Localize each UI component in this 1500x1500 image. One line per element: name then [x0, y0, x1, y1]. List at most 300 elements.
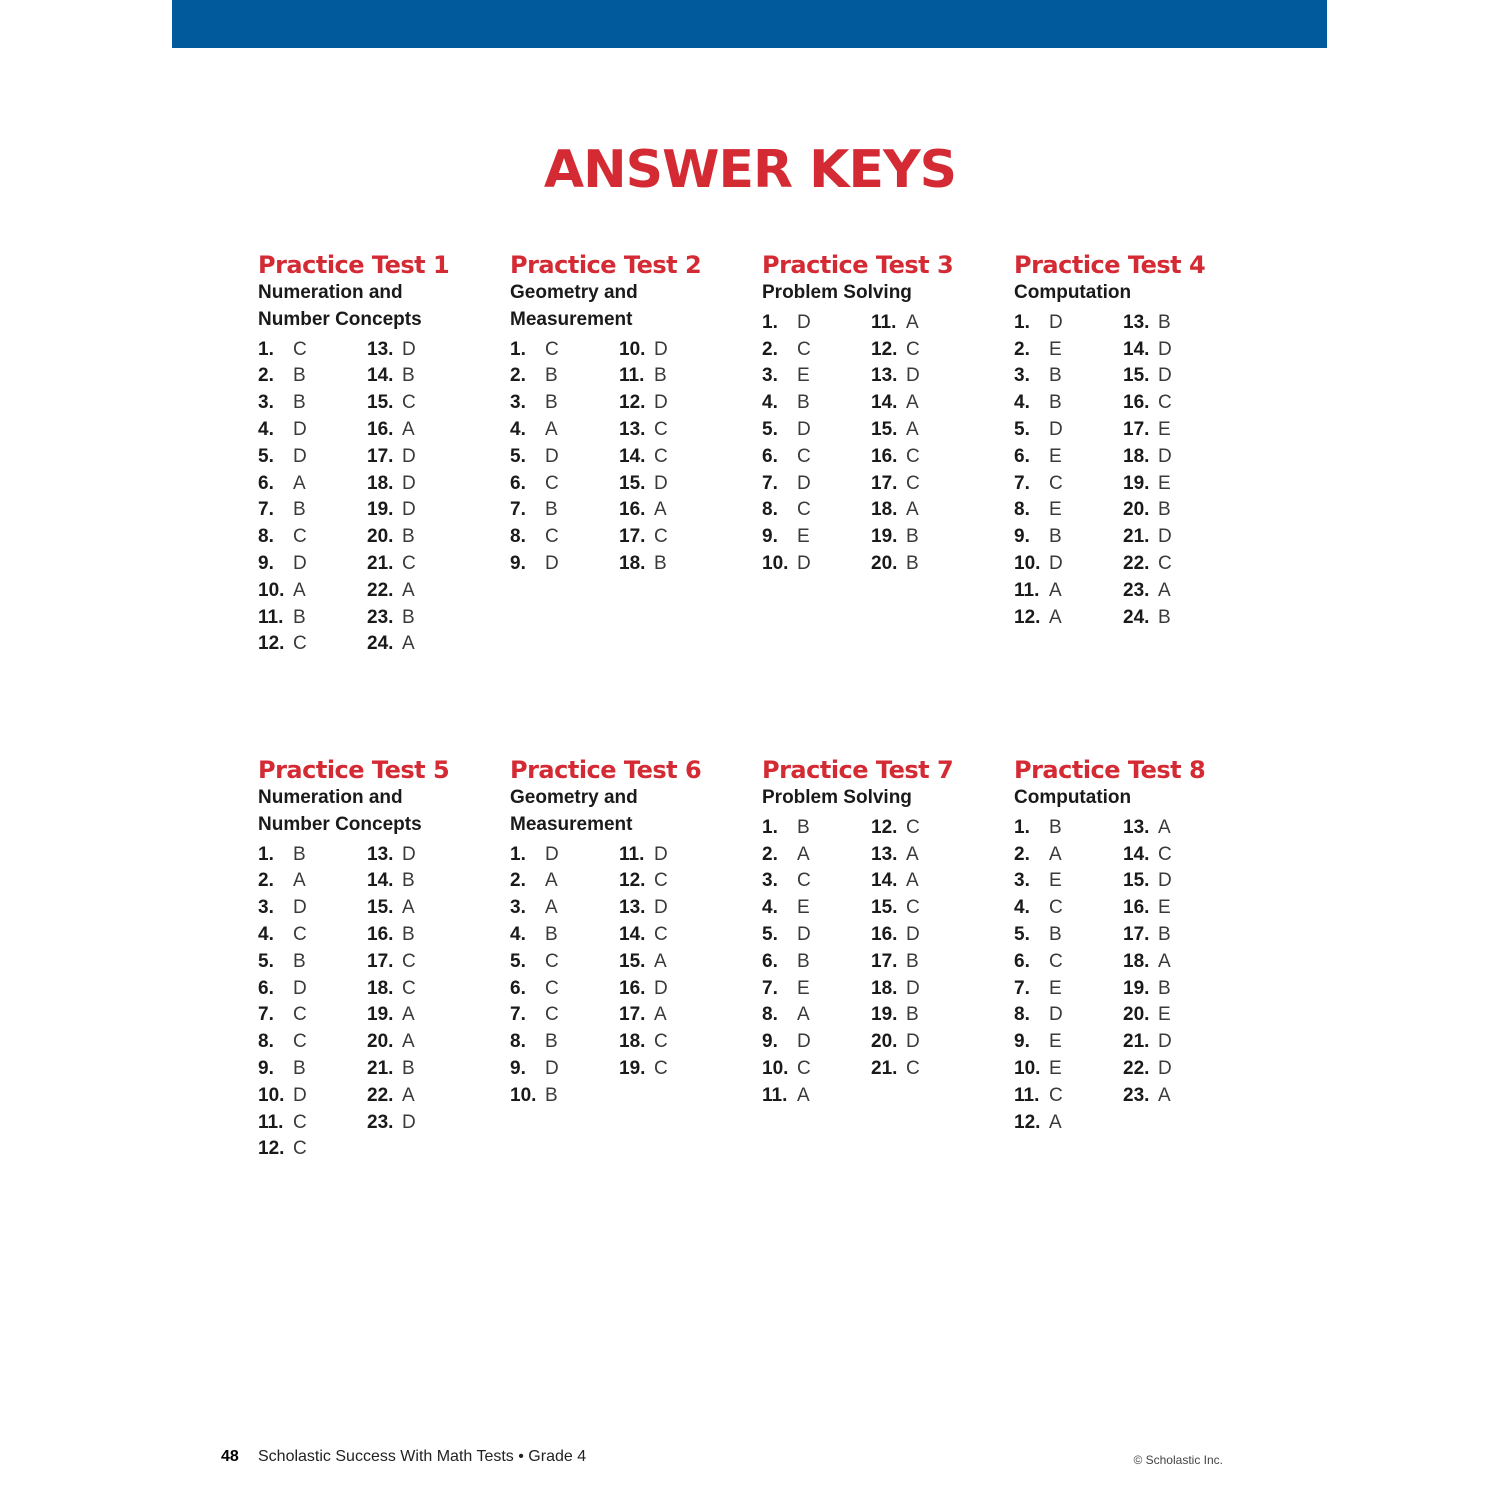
question-number: 9.	[258, 552, 274, 574]
answer-letter: D	[545, 843, 559, 865]
answer-item	[367, 605, 415, 631]
answer-item	[619, 524, 668, 550]
answer-letter: A	[1049, 1111, 1062, 1133]
question-number: 5.	[258, 950, 274, 972]
answer-item	[871, 497, 919, 523]
answer-item	[871, 1056, 920, 1082]
subject-line: Geometry and	[510, 282, 638, 303]
answer-item	[510, 337, 559, 363]
question-number: 9.	[762, 1031, 778, 1053]
answer-letter: C	[797, 338, 811, 360]
question-number: 15.	[1123, 365, 1150, 387]
answer-item	[258, 471, 306, 497]
answer-item	[1014, 471, 1063, 497]
answer-letter: D	[654, 843, 668, 865]
answer-item	[619, 895, 668, 921]
answer-letter: E	[1049, 445, 1062, 467]
answer-letter: A	[1158, 816, 1171, 838]
answer-letter: D	[293, 897, 307, 919]
question-number: 24.	[1123, 606, 1150, 628]
answer-letter: B	[293, 365, 306, 387]
subject-line: Numeration and	[258, 282, 403, 303]
answer-item	[619, 417, 668, 443]
answer-letter: B	[1049, 392, 1062, 414]
question-number: 5.	[762, 923, 778, 945]
answer-item	[367, 1002, 415, 1028]
answer-letter: D	[293, 552, 307, 574]
question-number: 13.	[619, 897, 646, 919]
answer-item	[258, 1083, 307, 1109]
question-number: 3.	[258, 392, 274, 414]
question-number: 13.	[619, 418, 646, 440]
question-number: 17.	[619, 526, 646, 548]
answer-letter: D	[797, 1031, 811, 1053]
answer-letter: C	[402, 392, 416, 414]
question-number: 3.	[1014, 870, 1030, 892]
answer-item	[367, 1083, 415, 1109]
answer-item	[1123, 471, 1171, 497]
answer-item	[510, 1056, 559, 1082]
answer-item	[1014, 842, 1062, 868]
answer-item	[762, 363, 810, 389]
answer-letter: A	[545, 897, 558, 919]
question-number: 7.	[510, 499, 526, 521]
page-title: ANSWER KEYS	[543, 140, 957, 200]
test-heading: Practice Test 6	[510, 756, 702, 784]
answer-letter: C	[797, 445, 811, 467]
answer-letter: A	[654, 499, 667, 521]
answer-item	[871, 1029, 920, 1055]
answer-letter: A	[1158, 1084, 1171, 1106]
answer-item	[510, 417, 558, 443]
answer-letter: B	[906, 950, 919, 972]
answer-item	[510, 895, 558, 921]
question-number: 6.	[1014, 445, 1030, 467]
question-number: 8.	[762, 499, 778, 521]
answer-item	[871, 524, 919, 550]
answer-item	[367, 922, 415, 948]
answer-item	[258, 631, 307, 657]
answer-letter: C	[402, 950, 416, 972]
answer-letter: E	[1049, 870, 1062, 892]
answer-list	[510, 337, 750, 578]
question-number: 2.	[1014, 843, 1030, 865]
answer-letter: A	[402, 1004, 415, 1026]
subject-line: Measurement	[510, 308, 633, 330]
answer-letter: B	[1049, 816, 1062, 838]
answer-letter: A	[1158, 950, 1171, 972]
question-number: 17.	[871, 950, 898, 972]
answer-list	[258, 842, 498, 1164]
answer-item	[510, 922, 558, 948]
question-number: 19.	[871, 1004, 898, 1026]
question-number: 14.	[871, 392, 898, 414]
answer-item	[1123, 1083, 1171, 1109]
test-subject	[762, 785, 1002, 812]
answer-letter: D	[654, 472, 668, 494]
question-number: 7.	[1014, 977, 1030, 999]
question-number: 5.	[762, 418, 778, 440]
answer-item	[1014, 310, 1063, 336]
answer-letter: B	[1158, 499, 1171, 521]
answer-item	[1123, 1002, 1171, 1028]
answer-list	[762, 815, 1002, 1110]
test-subject	[1014, 280, 1254, 307]
test-subject	[258, 785, 498, 839]
answer-item	[1123, 605, 1171, 631]
answer-item	[510, 1083, 558, 1109]
question-number: 4.	[258, 418, 274, 440]
answer-item	[1014, 417, 1063, 443]
answer-list	[762, 310, 1002, 578]
answer-list	[1014, 310, 1254, 632]
question-number: 18.	[871, 977, 898, 999]
question-number: 6.	[258, 977, 274, 999]
answer-letter: A	[797, 1004, 810, 1026]
question-number: 11.	[871, 311, 897, 333]
question-number: 15.	[619, 950, 646, 972]
answer-item	[1014, 868, 1062, 894]
question-number: 3.	[510, 392, 526, 414]
practice-test-6	[510, 755, 750, 1110]
answer-letter: B	[545, 365, 558, 387]
answer-item	[367, 976, 416, 1002]
question-number: 12.	[871, 338, 898, 360]
test-heading: Practice Test 7	[762, 756, 954, 784]
answer-item	[619, 922, 668, 948]
question-number: 22.	[367, 1084, 394, 1106]
answer-item	[1123, 842, 1172, 868]
question-number: 22.	[1123, 552, 1150, 574]
question-number: 4.	[762, 897, 778, 919]
question-number: 19.	[367, 499, 394, 521]
question-number: 18.	[1123, 445, 1150, 467]
test-subject	[762, 280, 1002, 307]
answer-item	[258, 922, 307, 948]
answer-letter: D	[1158, 338, 1172, 360]
answer-item	[510, 471, 559, 497]
answer-letter: D	[402, 843, 416, 865]
answer-item	[1014, 1083, 1063, 1109]
answer-item	[762, 815, 810, 841]
question-number: 4.	[762, 392, 778, 414]
answer-item	[367, 524, 415, 550]
answer-letter: B	[402, 526, 415, 548]
answer-item	[871, 444, 920, 470]
question-number: 11.	[762, 1084, 788, 1106]
question-number: 19.	[1123, 977, 1150, 999]
answer-item	[1123, 868, 1172, 894]
answer-item	[1014, 578, 1062, 604]
answer-letter: B	[545, 499, 558, 521]
answer-letter: C	[654, 1031, 668, 1053]
answer-letter: B	[545, 1031, 558, 1053]
test-heading: Practice Test 4	[1014, 251, 1206, 279]
question-number: 23.	[367, 606, 394, 628]
question-number: 13.	[871, 365, 898, 387]
answer-item	[1014, 497, 1062, 523]
answer-letter: E	[1158, 1004, 1171, 1026]
answer-letter: A	[1049, 606, 1062, 628]
question-number: 22.	[367, 579, 394, 601]
answer-item	[1014, 551, 1063, 577]
answer-letter: C	[906, 472, 920, 494]
question-number: 16.	[367, 923, 394, 945]
answer-letter: C	[654, 923, 668, 945]
answer-letter: C	[797, 1057, 811, 1079]
answer-item	[762, 551, 811, 577]
answer-letter: E	[1049, 1031, 1062, 1053]
answer-letter: A	[402, 1031, 415, 1053]
answer-item	[1123, 578, 1171, 604]
question-number: 1.	[510, 843, 526, 865]
question-number: 12.	[619, 870, 646, 892]
answer-item	[1123, 310, 1171, 336]
answer-item	[510, 976, 559, 1002]
question-number: 13.	[1123, 311, 1150, 333]
answer-item	[258, 895, 307, 921]
answer-item	[367, 578, 415, 604]
practice-test-2	[510, 250, 750, 578]
answer-item	[258, 578, 306, 604]
answer-item	[258, 1056, 306, 1082]
answer-item	[1123, 949, 1171, 975]
answer-list	[258, 337, 498, 659]
question-number: 4.	[258, 923, 274, 945]
answer-letter: D	[654, 338, 668, 360]
question-number: 21.	[871, 1057, 898, 1079]
answer-letter: C	[906, 445, 920, 467]
answer-letter: A	[293, 579, 306, 601]
answer-letter: A	[402, 418, 415, 440]
answer-item	[1123, 497, 1171, 523]
answer-letter: A	[654, 1004, 667, 1026]
answer-letter: C	[906, 816, 920, 838]
question-number: 18.	[619, 552, 646, 574]
question-number: 11.	[619, 843, 645, 865]
answer-letter: C	[654, 870, 668, 892]
question-number: 16.	[871, 445, 898, 467]
question-number: 7.	[762, 977, 778, 999]
answer-item	[619, 363, 667, 389]
question-number: 12.	[258, 1138, 285, 1160]
answer-letter: D	[1158, 1031, 1172, 1053]
question-number: 10.	[258, 1084, 285, 1106]
answer-item	[258, 497, 306, 523]
footer-copyright: © Scholastic Inc.	[1133, 1453, 1223, 1467]
answer-item	[1123, 524, 1172, 550]
answer-letter: D	[1049, 311, 1063, 333]
question-number: 14.	[619, 445, 646, 467]
answer-item	[762, 417, 811, 443]
answer-letter: C	[1049, 897, 1063, 919]
question-number: 7.	[1014, 472, 1030, 494]
answer-item	[762, 1056, 811, 1082]
answer-letter: A	[402, 633, 415, 655]
question-number: 10.	[619, 338, 646, 360]
question-number: 13.	[871, 843, 898, 865]
answer-letter: C	[545, 526, 559, 548]
answer-letter: C	[654, 526, 668, 548]
top-banner-bar	[172, 0, 1327, 48]
answer-item	[258, 842, 306, 868]
answer-letter: D	[293, 445, 307, 467]
question-number: 14.	[1123, 338, 1150, 360]
answer-item	[1014, 337, 1062, 363]
answer-item	[871, 417, 919, 443]
question-number: 16.	[871, 923, 898, 945]
answer-letter: D	[293, 418, 307, 440]
answer-item	[510, 842, 559, 868]
answer-letter: C	[797, 870, 811, 892]
answer-letter: D	[545, 552, 559, 574]
answer-item	[258, 605, 306, 631]
answer-letter: B	[293, 950, 306, 972]
answer-item	[367, 390, 416, 416]
answer-letter: A	[1049, 843, 1062, 865]
answer-item	[871, 337, 920, 363]
question-number: 10.	[258, 579, 285, 601]
answer-item	[871, 310, 919, 336]
question-number: 20.	[871, 1031, 898, 1053]
answer-item	[619, 842, 668, 868]
answer-letter: A	[293, 472, 306, 494]
answer-letter: D	[797, 311, 811, 333]
answer-letter: C	[1049, 950, 1063, 972]
question-number: 7.	[258, 499, 274, 521]
answer-item	[762, 922, 811, 948]
answer-letter: D	[1158, 445, 1172, 467]
answer-item	[367, 1110, 416, 1136]
question-number: 3.	[258, 897, 274, 919]
subject-line: Problem Solving	[762, 787, 912, 808]
answer-letter: B	[402, 365, 415, 387]
answer-item	[762, 390, 810, 416]
question-number: 12.	[258, 633, 285, 655]
question-number: 12.	[1014, 606, 1041, 628]
question-number: 14.	[871, 870, 898, 892]
answer-letter: B	[1158, 606, 1171, 628]
question-number: 21.	[1123, 526, 1150, 548]
answer-item	[762, 949, 810, 975]
answer-letter: D	[906, 365, 920, 387]
answer-item	[619, 497, 667, 523]
answer-item	[871, 363, 920, 389]
question-number: 8.	[510, 526, 526, 548]
question-number: 5.	[1014, 923, 1030, 945]
answer-item	[258, 1002, 307, 1028]
answer-item	[871, 842, 919, 868]
answer-letter: E	[797, 897, 810, 919]
answer-item	[258, 1110, 307, 1136]
question-number: 5.	[258, 445, 274, 467]
answer-letter: A	[906, 392, 919, 414]
answer-item	[619, 1056, 668, 1082]
answer-item	[367, 444, 416, 470]
question-number: 19.	[871, 526, 898, 548]
question-number: 1.	[258, 843, 274, 865]
question-number: 19.	[619, 1057, 646, 1079]
answer-item	[762, 976, 810, 1002]
answer-item	[762, 337, 811, 363]
answer-item	[1014, 1002, 1063, 1028]
answer-letter: B	[906, 552, 919, 574]
answer-item	[619, 337, 668, 363]
question-number: 6.	[258, 472, 274, 494]
answer-item	[871, 868, 919, 894]
answer-item	[1014, 524, 1062, 550]
question-number: 3.	[510, 897, 526, 919]
question-number: 23.	[367, 1111, 394, 1133]
question-number: 4.	[510, 923, 526, 945]
answer-letter: A	[545, 870, 558, 892]
practice-test-8	[1014, 755, 1254, 1136]
question-number: 20.	[367, 526, 394, 548]
answer-letter: C	[545, 977, 559, 999]
question-number: 6.	[510, 977, 526, 999]
question-number: 24.	[367, 633, 394, 655]
answer-letter: C	[906, 1057, 920, 1079]
answer-item	[367, 417, 415, 443]
question-number: 22.	[1123, 1057, 1150, 1079]
answer-item	[1123, 390, 1172, 416]
answer-item	[762, 842, 810, 868]
answer-letter: D	[654, 897, 668, 919]
question-number: 9.	[510, 552, 526, 574]
question-number: 15.	[1123, 870, 1150, 892]
question-number: 11.	[1014, 579, 1040, 601]
answer-letter: D	[293, 1084, 307, 1106]
answer-letter: D	[654, 977, 668, 999]
answer-item	[619, 1002, 667, 1028]
question-number: 18.	[619, 1031, 646, 1053]
answer-letter: A	[906, 843, 919, 865]
answer-letter: D	[1049, 418, 1063, 440]
answer-letter: A	[797, 1084, 810, 1106]
answer-letter: E	[1049, 977, 1062, 999]
answer-item	[871, 471, 920, 497]
answer-item	[762, 895, 810, 921]
answer-item	[1014, 1056, 1062, 1082]
test-heading: Practice Test 2	[510, 251, 702, 279]
answer-letter: B	[1049, 923, 1062, 945]
question-number: 4.	[1014, 897, 1030, 919]
answer-letter: D	[402, 1111, 416, 1133]
answer-item	[1123, 976, 1171, 1002]
answer-item	[1014, 1029, 1062, 1055]
answer-letter: C	[293, 923, 307, 945]
answer-letter: D	[1158, 1057, 1172, 1079]
answer-item	[258, 337, 307, 363]
question-number: 21.	[367, 1057, 394, 1079]
answer-item	[1014, 363, 1062, 389]
answer-item	[258, 1029, 307, 1055]
answer-letter: A	[402, 897, 415, 919]
question-number: 17.	[1123, 418, 1150, 440]
question-number: 17.	[367, 445, 394, 467]
answer-item	[367, 949, 416, 975]
answer-item	[258, 551, 307, 577]
answer-item	[871, 815, 920, 841]
practice-test-5	[258, 755, 498, 1163]
question-number: 8.	[258, 1031, 274, 1053]
question-number: 1.	[1014, 311, 1030, 333]
answer-item	[1123, 895, 1171, 921]
answer-letter: B	[1049, 365, 1062, 387]
answer-item	[871, 949, 919, 975]
answer-letter: D	[402, 445, 416, 467]
answer-item	[762, 310, 811, 336]
